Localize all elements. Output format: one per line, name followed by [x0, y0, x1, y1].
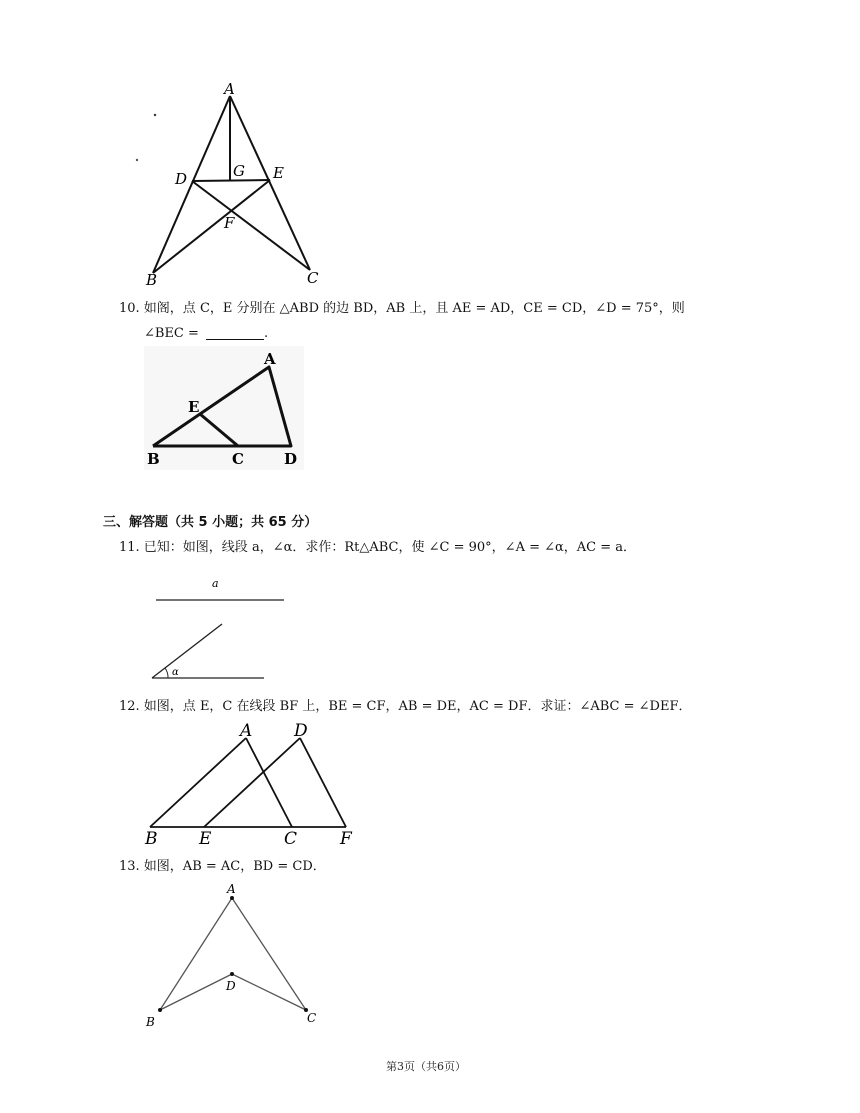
- figure-q10: [144, 346, 304, 470]
- page-footer: 第3页（共6页）: [386, 1060, 466, 1073]
- answer-blank: [206, 325, 264, 340]
- label-b: B: [146, 1015, 155, 1029]
- segment-cd: [232, 974, 306, 1010]
- label-c: C: [284, 829, 298, 848]
- label-d: D: [226, 979, 236, 993]
- figure-q9: [120, 80, 340, 290]
- question-13: 13. 如图，AB = AC，BD = CD．: [119, 859, 326, 874]
- figure-q13: [140, 880, 330, 1032]
- label-b: B: [146, 271, 158, 289]
- label-c: C: [232, 450, 244, 468]
- question-10-prompt: ∠BEC =: [144, 326, 204, 341]
- label-c: C: [307, 269, 319, 287]
- section-heading: 三、解答题（共 5 小题；共 65 分）: [103, 515, 318, 530]
- figure-q12: [142, 722, 362, 848]
- label-d: D: [175, 170, 188, 188]
- label-a: A: [240, 722, 253, 741]
- question-10-end: .: [264, 326, 269, 341]
- angle-label-alpha: α: [172, 667, 179, 678]
- angle-ray-upper: [152, 624, 222, 678]
- label-d: D: [294, 722, 308, 741]
- figure-q11: [148, 574, 288, 684]
- question-12: 12. 如图，点 E，C 在线段 BF 上，BE = CF，AB = DE，AC = DF．求证：∠ABC = ∠DEF．: [119, 699, 692, 714]
- segment-ab: [153, 96, 230, 273]
- label-e: E: [188, 398, 200, 416]
- segment-ac: [230, 96, 310, 270]
- label-a: A: [227, 882, 236, 896]
- question-10-line1: 10. 如阁，点 C，E 分别在 △ABD 的边 BD，AB 上，且 AE = AD，CE = CD，∠D = 75°，则: [119, 301, 685, 316]
- label-f: F: [340, 829, 352, 848]
- label-e: E: [273, 164, 284, 182]
- label-d: D: [284, 450, 298, 468]
- segment-label-a: a: [212, 577, 219, 590]
- label-b: B: [147, 450, 160, 468]
- label-a: A: [224, 80, 235, 98]
- segment-ab: [160, 898, 232, 1010]
- label-c: C: [307, 1011, 317, 1025]
- segment-de: [192, 180, 270, 181]
- label-b: B: [145, 829, 158, 848]
- question-10-line2: [144, 323, 268, 345]
- label-e: E: [199, 829, 212, 848]
- question-11: 11. 已知：如图，线段 a，∠α．求作：Rt△ABC，使 ∠C = 90°，∠A = ∠α，AC = a．: [119, 540, 637, 555]
- segment-ac: [232, 898, 306, 1010]
- angle-arc: [165, 668, 168, 678]
- label-a: A: [264, 350, 276, 368]
- label-g: G: [233, 162, 245, 180]
- segment-df: [300, 738, 346, 827]
- label-f: F: [224, 214, 235, 232]
- segment-ab: [150, 738, 246, 827]
